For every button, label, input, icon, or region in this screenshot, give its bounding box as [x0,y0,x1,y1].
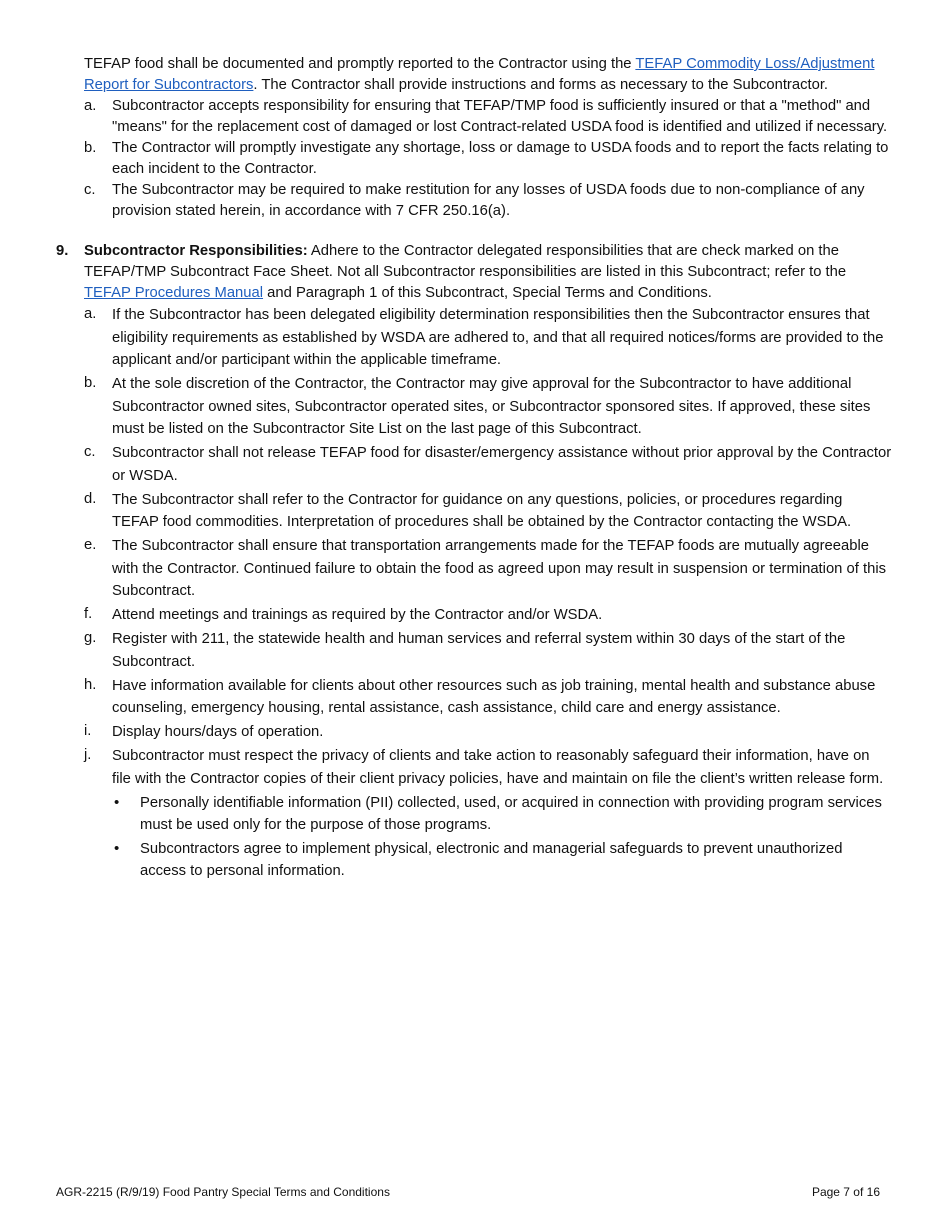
list-item-text: The Subcontractor may be required to make restitution for any losses of USDA foods due to non-compliance of any provision stated herein, in accordance with 7 CFR 250.16(a). [112,182,865,219]
list-marker: e. [84,537,97,553]
list-item [84,604,892,627]
list-marker: b. [84,140,97,156]
intro-list [84,96,892,222]
section-text-1: Adhere to the Contractor delegated responsibilities that are check marked on the TEFAP/TMP Subcontract Face Sheet. Not all Subcontractor responsibilities are listed in this Subcontract; refer to the [84,243,847,280]
list-marker: b. [84,375,97,391]
footer-page-number: Page 7 of 16 [811,1185,880,1199]
intro-text-1: TEFAP food shall be documented and promptly reported to the Contractor using the [84,56,636,72]
list-item [84,138,892,180]
list-item-text: Subcontractor shall not release TEFAP food for disaster/emergency assistance without prior approval by the Contractor or WSDA. [112,445,892,484]
list-marker: a. [84,98,97,114]
list-item-text: Display hours/days of operation. [112,724,324,740]
list-item [84,442,892,487]
list-marker: d. [84,490,97,507]
procedures-manual-link[interactable]: TEFAP Procedures Manual [84,285,264,301]
bullet-item [112,792,892,837]
list-item-text: The Contractor will promptly investigate any shortage, loss or damage to USDA foods and to report the facts relating to each incident to the Contractor. [112,140,889,177]
list-item [84,745,892,790]
list-marker: i. [84,723,92,739]
intro-paragraph [84,54,892,96]
section-9 [56,241,892,883]
list-item [84,304,892,372]
section-heading: Subcontractor Responsibilities: [84,243,308,259]
list-marker: a. [84,306,97,322]
list-item-text: Register with 211, the statewide health and human services and referral system within 30 days of the start of the Subcontract. [112,631,846,670]
section-number: 9. [56,243,69,259]
bullet-marker: • [114,839,120,857]
list-item-text: Attend meetings and trainings as required by the Contractor and/or WSDA. [112,607,603,623]
list-marker: c. [84,444,96,460]
list-item [84,535,892,603]
bullet-text: Personally identifiable information (PII) collected, used, or acquired in connection with providing program services must be used only for the purpose of those programs. [140,794,882,833]
list-item [84,489,892,534]
commodity-loss-report-link[interactable]: TEFAP Commodity Loss/Adjustment Report for Subcontractors [84,56,875,93]
list-item-text: At the sole discretion of the Contractor, the Contractor may give approval for the Subcontractor to have additional Subcontractor owned sites, Subcontractor operated sites, or Subcontractor sponsored sites. If approved, these sites must be listed on the Subcontractor Site List on the last page of this Subcontract. [112,376,871,437]
section-9-list [84,304,892,883]
bullet-list [112,792,892,883]
list-marker: c. [84,182,96,198]
list-marker: j. [84,747,92,763]
list-marker: h. [84,676,97,693]
section-heading-row [56,241,892,304]
list-item-text: Subcontractor accepts responsibility for ensuring that TEFAP/TMP food is sufficiently insured or that a "method" and "means" for the replacement cost of damaged or lost Contract-related USDA food is identified and utilized if necessary. [112,98,888,135]
list-item [84,96,892,138]
page-footer [56,1185,880,1199]
list-item-text: Have information available for clients about other resources such as job training, mental health and substance abuse counseling, emergency housing, rental assistance, cash assistance, child care and energy assistance. [112,677,876,716]
section-paragraph [84,241,892,304]
bullet-marker: • [114,793,120,811]
page-content [56,54,892,884]
list-marker: f. [84,606,93,622]
bullet-item [112,838,892,883]
list-item-text: If the Subcontractor has been delegated eligibility determination responsibilities then the Subcontractor ensures that eligibility requirements as established by WSDA are adhered to, and that all required notices/forms are provided to the applicant and/or participant within the applicable timeframe. [112,307,884,368]
section-text-2: and Paragraph 1 of this Subcontract, Special Terms and Conditions. [263,285,712,301]
list-item [84,180,892,222]
list-item [84,721,892,744]
list-item-text: The Subcontractor shall ensure that transportation arrangements made for the TEFAP foods are mutually agreeable with the Contractor. Continued failure to obtain the food as agreed upon may result in suspension or termination of this Subcontract. [112,538,887,599]
list-item-text: The Subcontractor shall refer to the Contractor for guidance on any questions, policies, or procedures regarding TEFAP food commodities. Interpretation of procedures shall be obtained by the Contractor contacting the WSDA. [112,491,852,530]
list-item [84,675,892,720]
bullet-text: Subcontractors agree to implement physical, electronic and managerial safeguards to prevent unauthorized access to personal information. [140,840,843,879]
list-marker: g. [84,630,97,646]
list-item [84,628,892,673]
list-item-text: Subcontractor must respect the privacy of clients and take action to reasonably safeguard their information, have on file with the Contractor copies of their client privacy policies, have and maintain on file the client’s written release form. [112,748,884,787]
footer-document-id: AGR-2215 (R/9/19) Food Pantry Special Terms and Conditions [56,1185,390,1199]
list-item [84,373,892,441]
intro-text-2: . The Contractor shall provide instructions and forms as necessary to the Subcontractor. [253,77,829,93]
